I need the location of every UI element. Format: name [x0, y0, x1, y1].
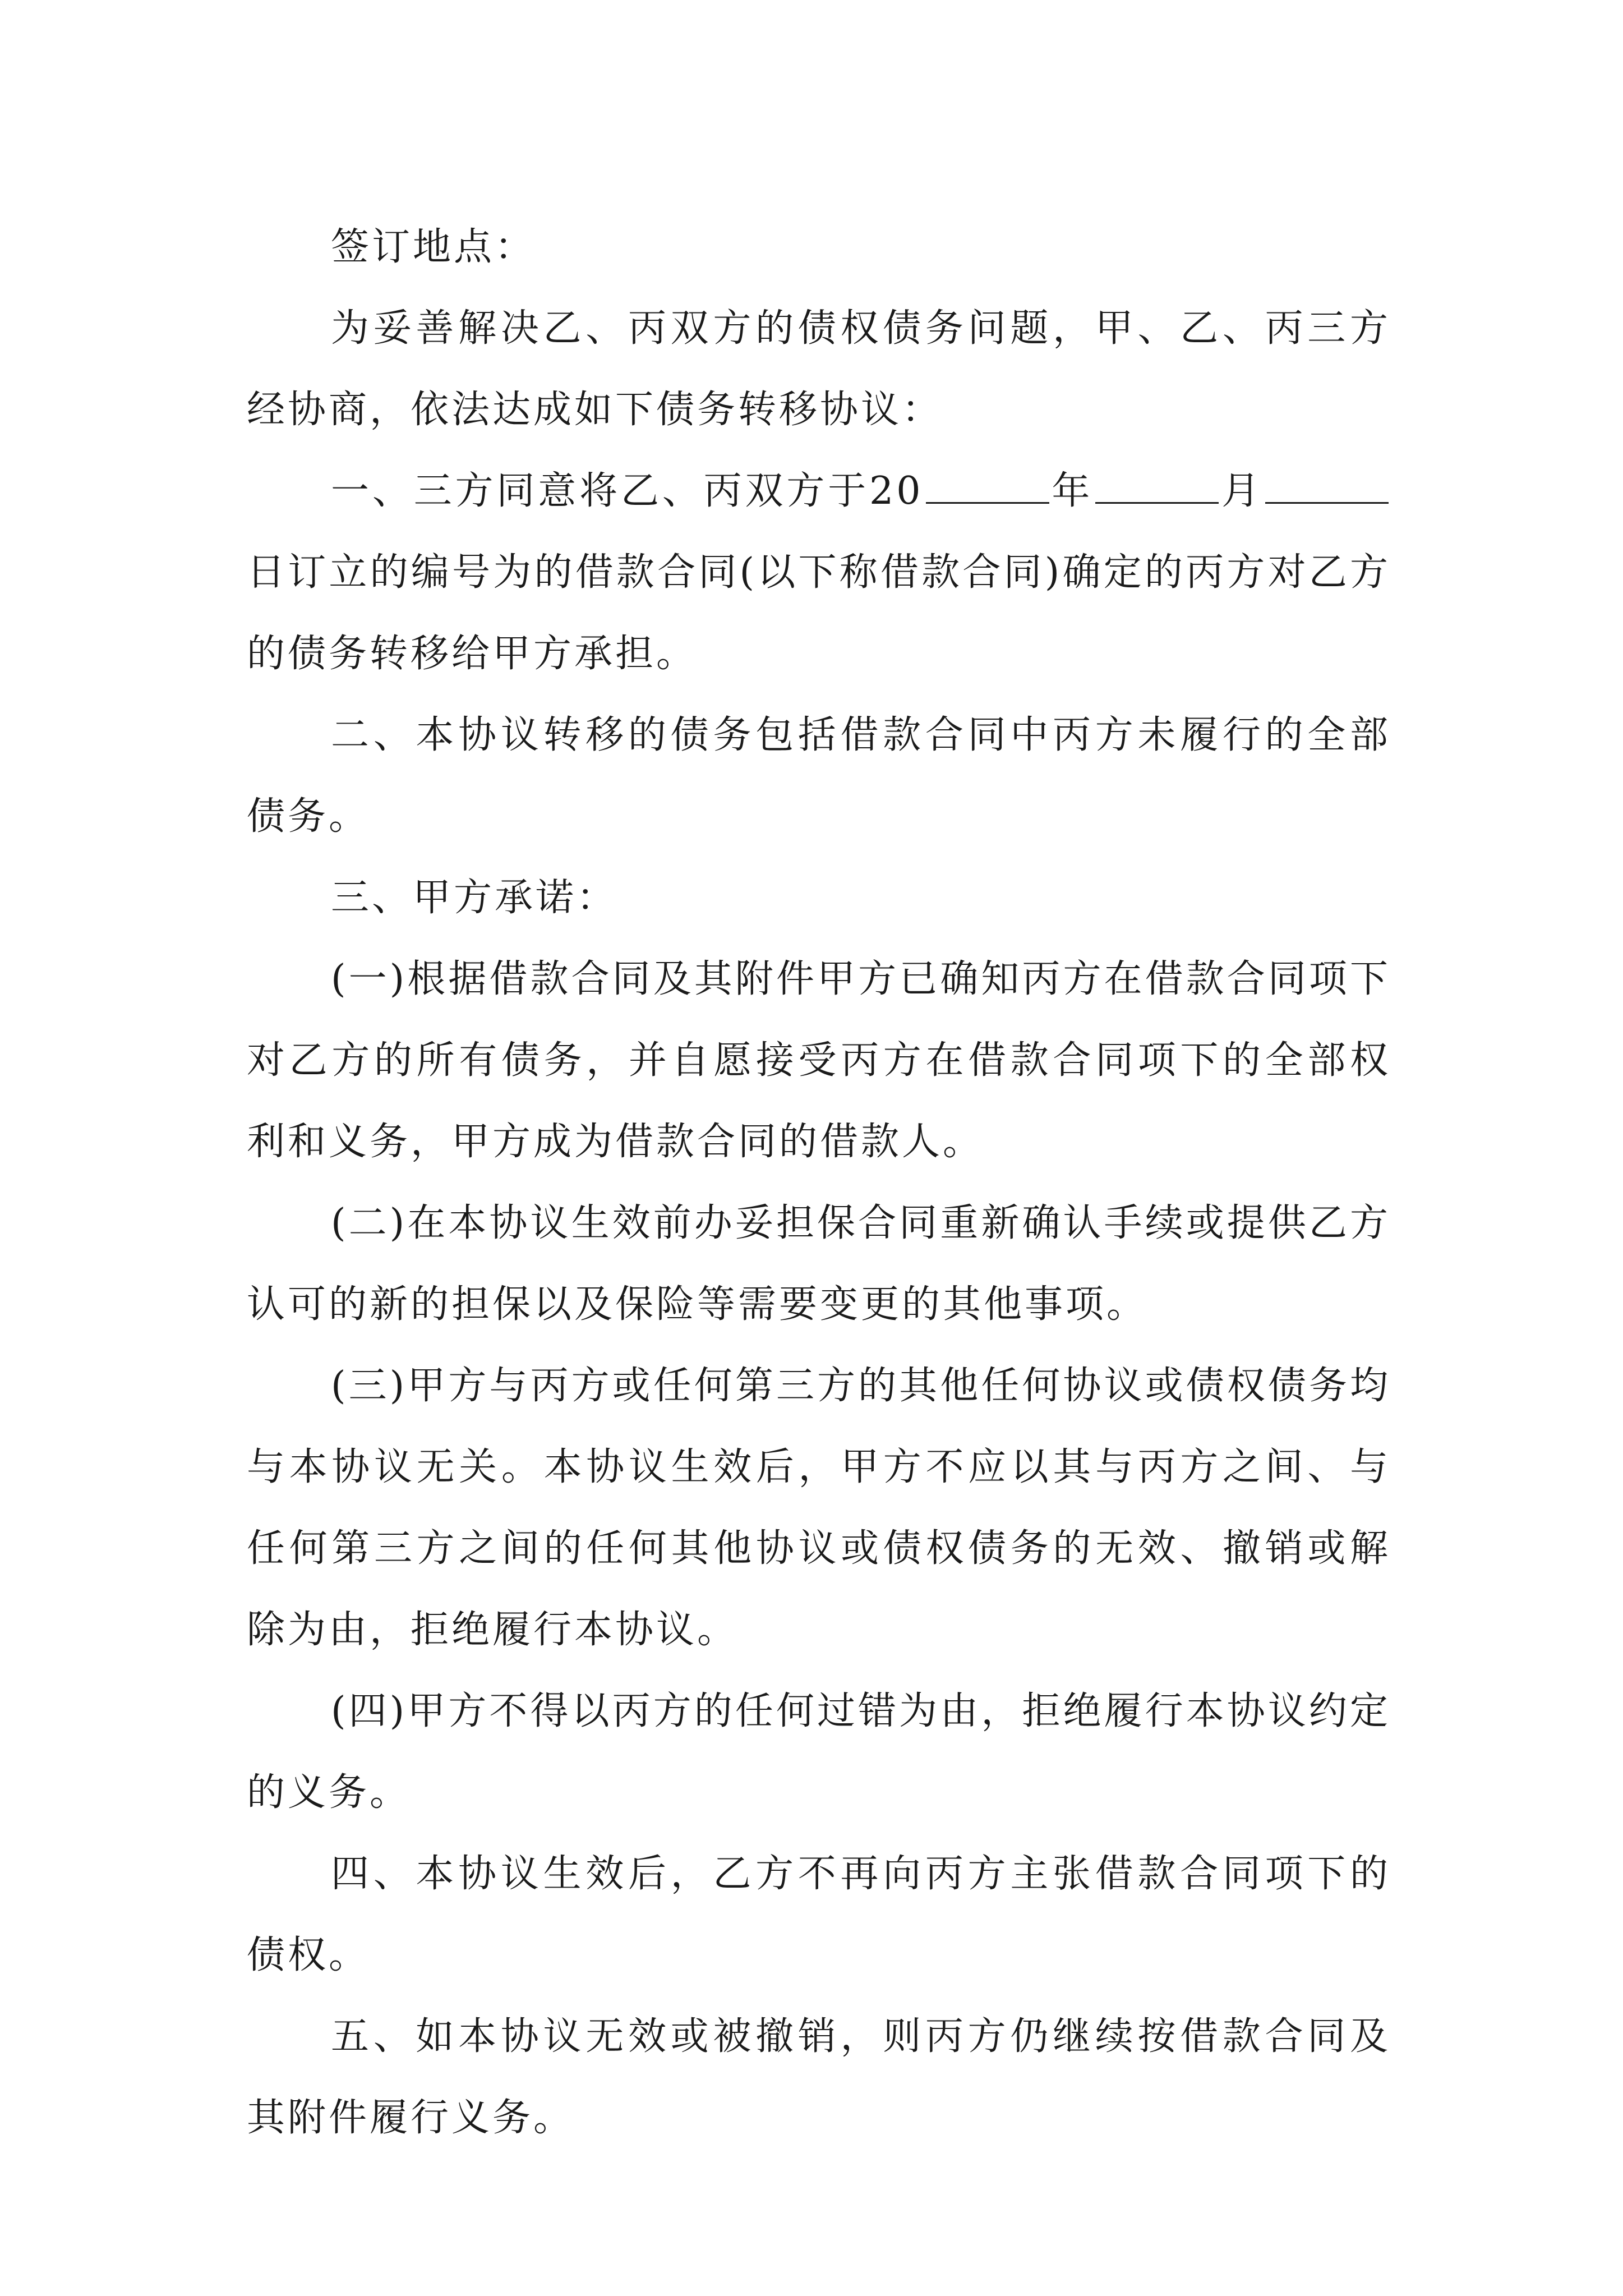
- clause-3-item-1: (一)根据借款合同及其附件甲方已确知丙方在借款合同项下对乙方的所有债务，并自愿接受丙方在借款合同项下的全部权利和义务，甲方成为借款合同的借款人。: [247, 957, 1391, 1164]
- clause-1-part-a: 一、三方同意将乙、丙双方于20: [331, 469, 924, 513]
- signing-place: 签订地点：: [331, 225, 536, 269]
- month-blank: [1095, 471, 1219, 504]
- clause-3-title: 三、甲方承诺：: [331, 876, 618, 920]
- document-body: [247, 206, 1391, 2159]
- year-blank: [926, 471, 1049, 504]
- clause-1: [247, 450, 1391, 694]
- intro-paragraph: 为妥善解决乙、丙双方的债权债务问题，甲、乙、丙三方经协商，依法达成如下债务转移协议：: [247, 306, 1391, 432]
- clause-2: 二、本协议转移的债务包括借款合同中丙方未履行的全部债务。: [247, 713, 1391, 839]
- month-label: 月: [1221, 469, 1263, 513]
- clause-4: 四、本协议生效后，乙方不再向丙方主张借款合同项下的债权。: [247, 1852, 1391, 1977]
- clause-3-item-3: (三)甲方与丙方或任何第三方的其他任何协议或债权债务均与本协议无关。本协议生效后，甲方不应以其与丙方之间、与任何第三方之间的任何其他协议或债权债务的无效、撤销或解除为由，拒绝履行本协议。: [247, 1364, 1391, 1652]
- year-label: 年: [1051, 469, 1094, 513]
- clause-5: 五、如本协议无效或被撤销，则丙方仍继续按借款合同及其附件履行义务。: [247, 2014, 1391, 2140]
- day-blank: [1265, 471, 1389, 504]
- clause-1-part-b: 日订立的编号为的借款合同(以下称借款合同)确定的丙方对乙方的债务转移给甲方承担。: [247, 550, 1391, 676]
- clause-3-item-4: (四)甲方不得以丙方的任何过错为由，拒绝履行本协议约定的义务。: [247, 1689, 1391, 1815]
- clause-3-item-2: (二)在本协议生效前办妥担保合同重新确认手续或提供乙方认可的新的担保以及保险等需要变更的其他事项。: [247, 1201, 1391, 1327]
